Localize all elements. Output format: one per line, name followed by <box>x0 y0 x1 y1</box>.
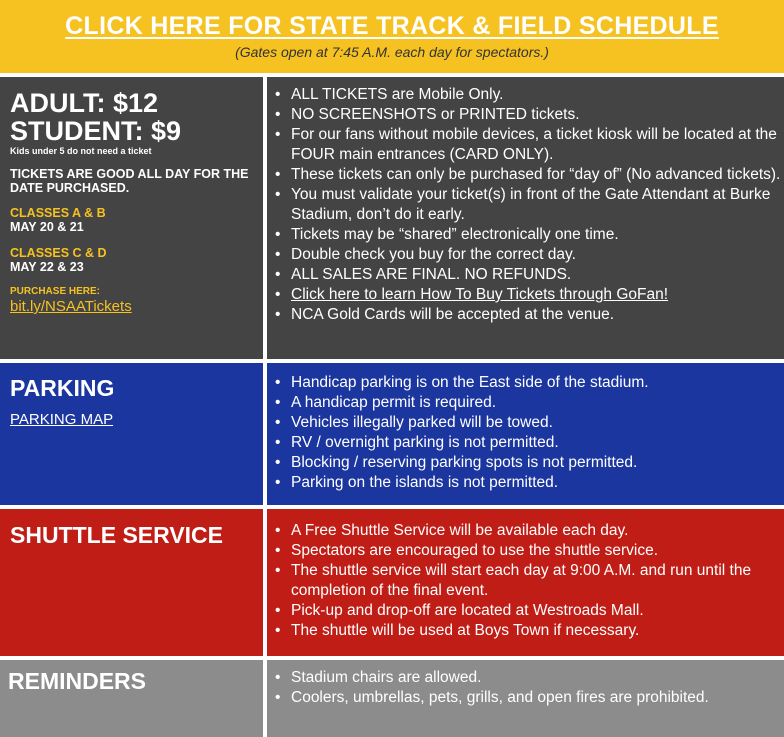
reminders-right-panel <box>267 660 784 737</box>
parking-rules-list <box>267 373 784 493</box>
shuttle-right-panel <box>267 509 784 656</box>
parking-map-link[interactable]: PARKING MAP <box>10 411 114 428</box>
list-item: • Double check you buy for the correct day. <box>291 245 784 265</box>
list-item: • NCA Gold Cards will be accepted at the venue. <box>291 305 784 325</box>
tickets-right-panel <box>267 77 784 359</box>
kids-note: Kids under 5 do not need a ticket <box>10 146 152 156</box>
parking-left-panel <box>0 363 263 505</box>
list-item: • Stadium chairs are allowed. <box>291 668 784 688</box>
adult-price: ADULT: $12 <box>10 88 159 118</box>
reminders-heading: REMINDERS <box>8 668 147 694</box>
list-item: • These tickets can only be purchased for “day of” (No advanced tickets). <box>291 165 784 185</box>
list-item: • The shuttle service will start each day at 9:00 A.M. and run until the completion of the final event. <box>291 561 784 601</box>
list-item: • NO SCREENSHOTS or PRINTED tickets. <box>291 105 784 125</box>
list-item: • Tickets may be “shared” electronically one time. <box>291 225 784 245</box>
list-item: • RV / overnight parking is not permitted. <box>291 433 784 453</box>
list-item: • A Free Shuttle Service will be available each day. <box>291 521 784 541</box>
ticket-rules-list <box>267 85 784 325</box>
good-all-day-note: TICKETS ARE GOOD ALL DAY FOR THE DATE PURCHASED. <box>10 167 249 195</box>
parking-heading: PARKING <box>10 375 115 401</box>
dates-cd: MAY 22 & 23 <box>10 260 84 274</box>
parking-right-panel <box>267 363 784 505</box>
list-item: • ALL TICKETS are Mobile Only. <box>291 85 784 105</box>
shuttle-heading: SHUTTLE SERVICE <box>10 522 223 548</box>
reminders-list <box>267 668 784 708</box>
student-price: STUDENT: $9 <box>10 116 182 146</box>
list-item: • Blocking / reserving parking spots is not permitted. <box>291 453 784 473</box>
list-item: • For our fans without mobile devices, a ticket kiosk will be located at the FOUR main entrances (CARD ONLY). <box>291 125 784 165</box>
list-item: • ALL SALES ARE FINAL. NO REFUNDS. <box>291 265 784 285</box>
list-item: • Parking on the islands is not permitted. <box>291 473 784 493</box>
gates-note: (Gates open at 7:45 A.M. each day for spectators.) <box>235 44 549 60</box>
reminders-left-panel <box>0 660 263 737</box>
list-item: • You must validate your ticket(s) in front of the Gate Attendant at Burke Stadium, don’t do it early. <box>291 185 784 225</box>
purchase-link[interactable]: bit.ly/NSAATickets <box>10 298 132 315</box>
list-item: • Spectators are encouraged to use the shuttle service. <box>291 541 784 561</box>
list-item: • Pick-up and drop-off are located at Westroads Mall. <box>291 601 784 621</box>
list-item: • Coolers, umbrellas, pets, grills, and open fires are prohibited. <box>291 688 784 708</box>
tickets-left-panel <box>0 77 263 359</box>
header-banner <box>0 0 784 73</box>
list-item: • Handicap parking is on the East side of the stadium. <box>291 373 784 393</box>
list-item: • Vehicles illegally parked will be towed. <box>291 413 784 433</box>
purchase-label: PURCHASE HERE: <box>10 286 101 297</box>
gofan-howto-link[interactable]: Click here to learn How To Buy Tickets through GoFan! <box>291 286 669 303</box>
shuttle-info-list <box>267 521 784 641</box>
schedule-link[interactable]: CLICK HERE FOR STATE TRACK & FIELD SCHEDULE <box>65 12 719 40</box>
list-item: • A handicap permit is required. <box>291 393 784 413</box>
classes-cd-label: CLASSES C & D <box>10 246 107 260</box>
list-item <box>291 285 784 305</box>
list-item: • The shuttle will be used at Boys Town if necessary. <box>291 621 784 641</box>
classes-ab-label: CLASSES A & B <box>10 206 106 220</box>
dates-ab: MAY 20 & 21 <box>10 220 84 234</box>
shuttle-left-panel <box>0 509 263 656</box>
